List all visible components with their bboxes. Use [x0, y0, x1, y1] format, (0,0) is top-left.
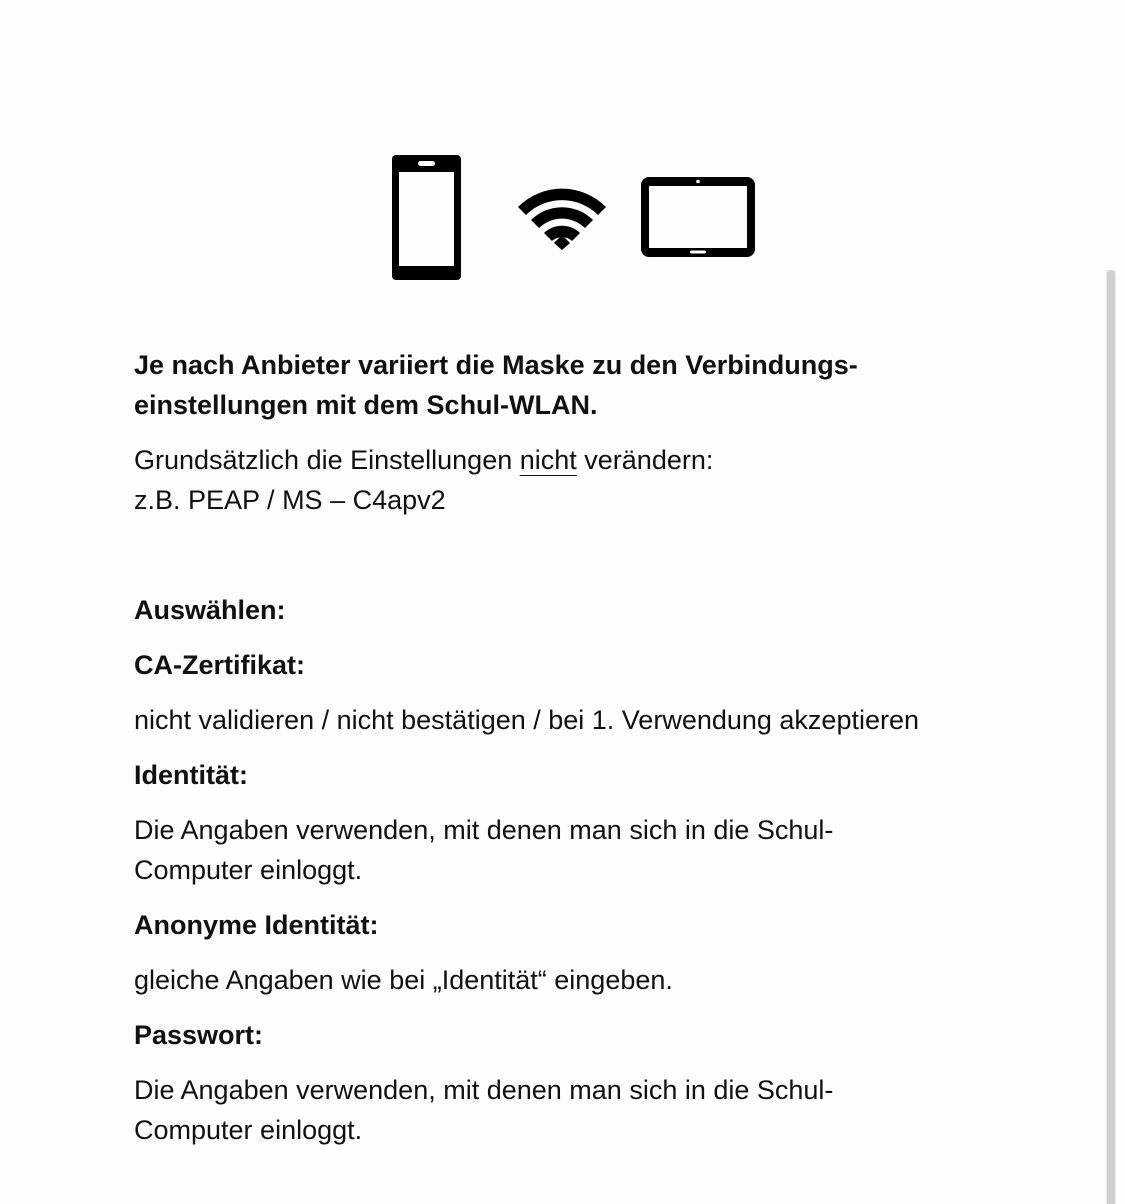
password-value-line-2: Computer einloggt.	[134, 1115, 363, 1145]
device-icons	[0, 0, 1125, 300]
heading-line-1: Je nach Anbieter variiert die Maske zu den Verbindungs-	[134, 350, 858, 380]
password-label: Passwort:	[134, 1020, 264, 1050]
smartphone-icon	[392, 155, 461, 280]
example-text: z.B. PEAP / MS – C4apv2	[134, 485, 446, 515]
heading-line-2: einstellungen mit dem Schul-WLAN.	[134, 390, 598, 420]
scrollbar-thumb[interactable]	[1107, 270, 1115, 1204]
heading	[134, 345, 1034, 425]
intro-text-part-1: Grundsätzlich die Einstellungen	[134, 445, 520, 475]
password-value	[134, 1070, 1034, 1150]
select-label: Auswählen:	[134, 595, 286, 625]
ca-certificate-label: CA-Zertifikat:	[134, 650, 306, 680]
spacer	[134, 520, 1034, 590]
identity-label: Identität:	[134, 760, 248, 790]
ca-certificate-value: nicht validieren / nicht bestätigen / bei 1. Verwendung akzeptieren	[134, 705, 920, 735]
anonymous-identity-value: gleiche Angaben wie bei „Identität“ eingeben.	[134, 965, 673, 995]
tablet-icon	[641, 177, 755, 257]
password-value-line-1: Die Angaben verwenden, mit denen man sich in die Schul-	[134, 1075, 834, 1105]
intro-text-part-2: verändern:	[576, 445, 714, 475]
identity-value-line-2: Computer einloggt.	[134, 855, 363, 885]
identity-value-line-1: Die Angaben verwenden, mit denen man sich in die Schul-	[134, 815, 834, 845]
identity-value	[134, 810, 1034, 890]
wifi-icon	[516, 185, 608, 250]
settings-instructions	[134, 345, 1034, 1150]
intro-text	[134, 440, 1034, 520]
intro-underlined-word: nicht	[519, 445, 577, 475]
anonymous-identity-label: Anonyme Identität:	[134, 910, 379, 940]
